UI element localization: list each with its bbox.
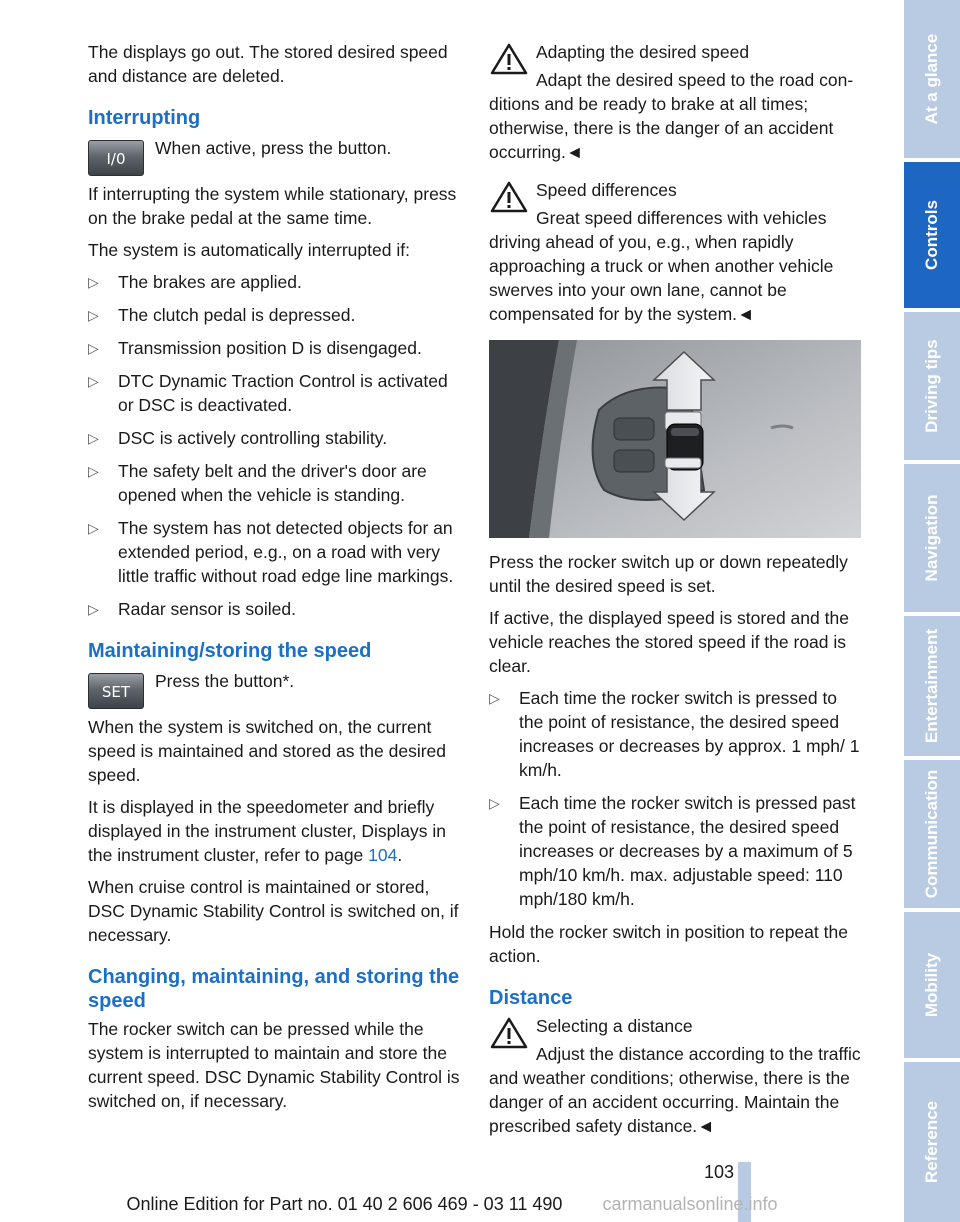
distance-heading: Distance [489,987,573,1009]
list-item: ▷ The brakes are applied. [88,272,302,292]
list-item: ▷ Each time the rocker switch is pressed past the point of resistance, the desired speed increases or decreases by a maximum of 5 mph/10 km/h. max. adjustable speed: 110 mph/180 km/h. [489,793,856,909]
hold-paragraph: Hold the rocker switch in position to repeat the action. [489,922,848,966]
list-item: ▷ Radar sensor is soiled. [88,599,296,619]
warning-adapting-speed: Adapting the desired speed Adapt the desired speed to the road con- ditions and be ready to brake at all times; otherwise, there is the danger of an accident occurring.◄ [489,40,863,164]
bullet-triangle-icon: ▷ [88,340,99,356]
bullet-triangle-icon: ▷ [489,690,500,706]
warning-triangle-icon [489,42,529,76]
intro-paragraph: The displays go out. The stored desired speed and distance are deleted. [88,42,448,86]
bullet-triangle-icon: ▷ [88,520,99,536]
bullet-triangle-icon: ▷ [489,795,500,811]
tab-entertainment[interactable]: Entertainment [904,616,960,760]
stored-speed-paragraph: If active, the displayed speed is stored and the vehicle reaches the stored speed if the road is clear. [489,608,849,676]
rocker-press-paragraph: Press the rocker switch up or down repeatedly until the desired speed is set. [489,552,848,596]
dsc-paragraph: When cruise control is maintained or stored, DSC Dynamic Stability Control is switched on, if necessary. [88,877,459,945]
interrupting-heading: Interrupting [88,107,201,129]
tab-communication[interactable]: Communication [904,760,960,912]
bullet-triangle-icon: ▷ [88,463,99,479]
tab-at-a-glance[interactable]: At a glance [904,0,960,162]
list-item: ▷ DTC Dynamic Traction Control is activated or DSC is deactivated. [88,371,448,415]
interrupt-conditions-list [88,270,463,621]
interrupt-button-row [88,134,463,182]
list-item: ▷ Each time the rocker switch is pressed to the point of resistance, the desired speed increases or decreases by approx. 1 mph/ 1 km/h. [489,688,860,780]
interrupt-stationary-paragraph: If interrupting the system while stationary, press on the brake pedal at the same time. [88,184,457,228]
bullet-triangle-icon: ▷ [88,430,99,446]
rocker-behaviour-list [489,686,863,911]
rocker-paragraph: The rocker switch can be pressed while the system is interrupted to maintain and store the current speed. DSC Dynamic Stability Control is switched on, if necessary. [88,1019,460,1111]
bullet-triangle-icon: ▷ [88,307,99,323]
warning-title: Adapting the desired speed [536,42,750,62]
interrupt-button-text: When active, press the button. [155,138,392,158]
tab-driving-tips[interactable]: Driving tips [904,312,960,464]
set-button-row [88,667,463,715]
set-button-text: Press the button*. [155,671,295,691]
list-item: ▷ The safety belt and the driver's door are opened when the vehicle is standing. [88,461,427,505]
steering-wheel-rocker-switch-image [489,340,861,538]
warning-title: Speed differences [536,180,677,200]
bullet-triangle-icon: ▷ [88,373,99,389]
tab-controls[interactable]: Controls [904,162,960,312]
tab-reference[interactable]: Reference [904,1062,960,1222]
page-reference-link[interactable]: 104 [368,845,398,865]
list-item: ▷ DSC is actively controlling stability. [88,428,388,448]
onoff-button-image: I/0 [88,140,144,176]
watermark: carmanualsonline.info [602,1194,778,1214]
set-button-image: SET [88,673,144,709]
footer-edition-text: Online Edition for Part no. 01 40 2 606 469 - 03 11 490 carmanualsonline.info [126,1194,778,1214]
bullet-triangle-icon: ▷ [88,601,99,617]
changing-heading: Changing, maintaining, and storing the speed [88,966,460,1012]
warning-triangle-icon [489,180,529,214]
right-column [489,40,863,1152]
tab-navigation[interactable]: Navigation [904,464,960,616]
interrupt-conditions-intro: The system is automatically interrupted if: [88,240,410,260]
page-number: 103 [703,1162,734,1182]
chapter-sidebar [904,0,960,1222]
maintain-paragraph: When the system is switched on, the current speed is maintained and stored as the desired speed. [88,717,447,785]
list-item: ▷ The system has not detected objects for an extended period, e.g., on a road with very little traffic without road edge line markings. [88,518,454,586]
warning-triangle-icon [489,1016,529,1050]
tab-mobility[interactable]: Mobility [904,912,960,1062]
display-paragraph: It is displayed in the speedometer and briefly displayed in the instrument cluster, Displays in the instrument cluster, refer to page 104. [88,797,446,865]
list-item: ▷ Transmission position D is disengaged. [88,338,422,358]
bullet-triangle-icon: ▷ [88,274,99,290]
warning-title: Selecting a distance [536,1016,693,1036]
list-item: ▷ The clutch pedal is depressed. [88,305,356,325]
warning-speed-differences: Speed differences Great speed differences with vehicles driving ahead of you, e.g., when rapidly approaching a truck or when another vehicle swerves into your own lane, cannot be compensated for by the system.◄ [489,178,863,326]
maintaining-heading: Maintaining/storing the speed [88,640,372,662]
warning-selecting-distance: Selecting a distance Adjust the distance according to the traffic and weather conditions; otherwise, there is the danger of an accident occurring. Maintain the prescribed safety distance.◄ [489,1014,863,1138]
left-column [88,40,463,1121]
